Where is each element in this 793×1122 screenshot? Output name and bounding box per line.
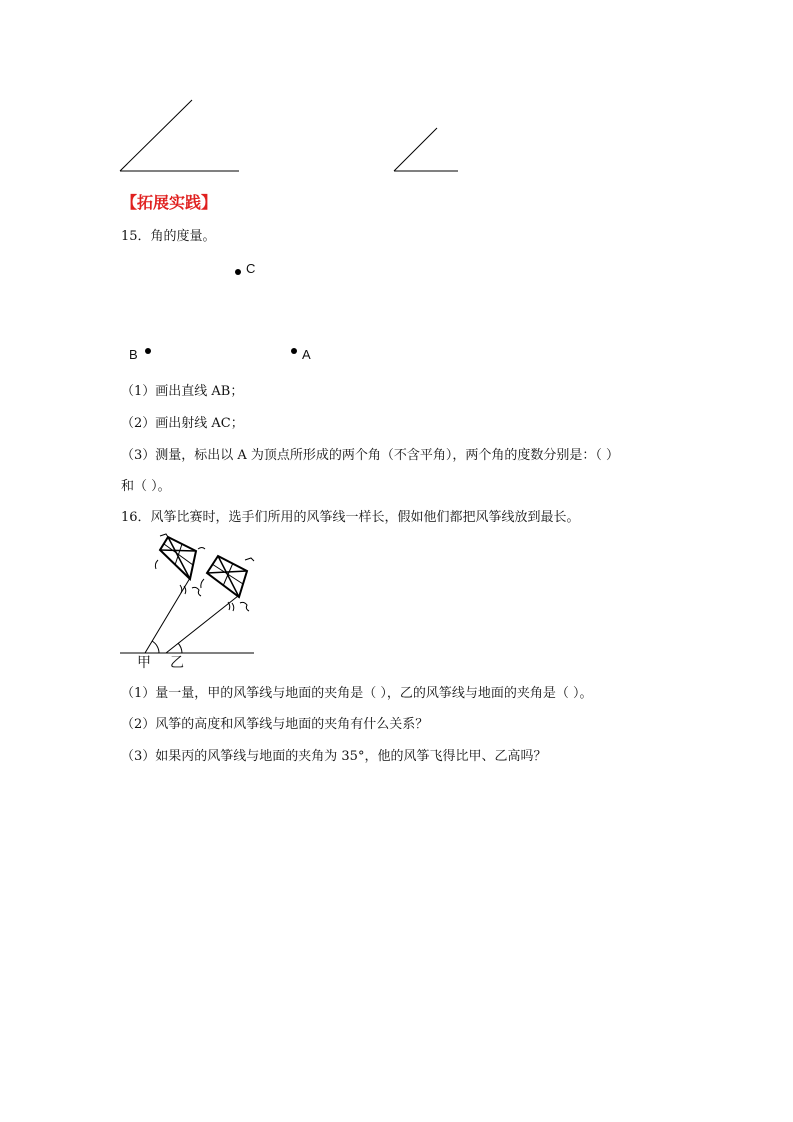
point-b-label: B bbox=[129, 347, 138, 362]
q16-item-1: （1）量一量，甲的风筝线与地面的夹角是（ ），乙的风筝线与地面的夹角是（ ）。 bbox=[121, 686, 593, 701]
q15-item-1: （1）画出直线 AB； bbox=[121, 384, 244, 399]
point-c-label: C bbox=[246, 261, 256, 276]
q16-item-3: （3）如果丙的风筝线与地面的夹角为 35°，他的风筝飞得比甲、乙高吗？ bbox=[121, 749, 547, 764]
section-title: 【拓展实践】 bbox=[121, 193, 218, 212]
question-15-title: 15．角的度量。 bbox=[121, 229, 216, 244]
label-yi: 乙 bbox=[170, 655, 184, 671]
kite-yi-icon bbox=[201, 556, 254, 611]
q16-item-2: （2）风筝的高度和风筝线与地面的夹角有什么关系？ bbox=[121, 717, 429, 732]
q15-item-3-continued: 和（ ）。 bbox=[121, 479, 171, 494]
point-a-label: A bbox=[302, 347, 311, 362]
q15-item-2: （2）画出射线 AC； bbox=[121, 416, 244, 431]
label-jia: 甲 bbox=[137, 655, 151, 671]
question-16-title: 16．风筝比赛时，选手们所用的风筝线一样长，假如他们都把风筝线放到最长。 bbox=[121, 510, 580, 525]
kite-jia-icon bbox=[155, 534, 205, 596]
q15-item-3: （3）测量，标出以 A 为顶点所形成的两个角（不含平角），两个角的度数分别是：（ ） bbox=[121, 448, 620, 463]
